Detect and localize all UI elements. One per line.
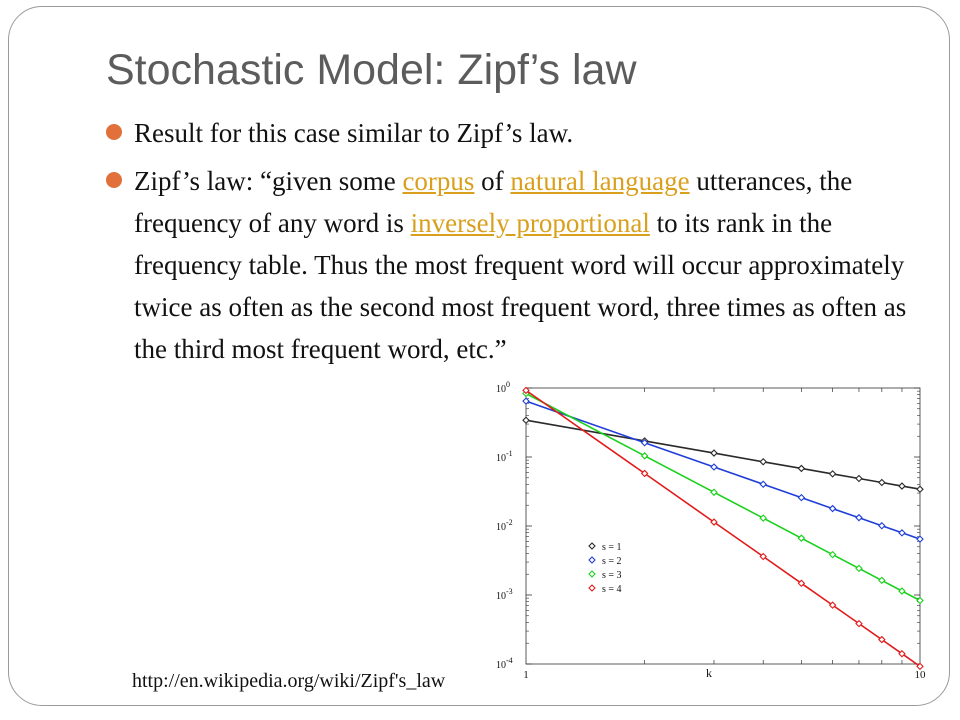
bullet-list bbox=[106, 112, 926, 370]
y-tick-exponent: -1 bbox=[506, 449, 513, 458]
y-tick-exponent: -2 bbox=[506, 518, 513, 527]
y-tick-exponent: -4 bbox=[506, 656, 513, 665]
legend-label-s4: s = 4 bbox=[602, 584, 622, 595]
definition-text-4: to its rank in the frequency table. Thus the most frequent word will occur approximately twice as often as the second most frequent word, three times as often as the third most frequent word, etc.” bbox=[134, 208, 907, 364]
y-tick-base: 10 bbox=[496, 660, 506, 671]
x-axis-label: k bbox=[706, 666, 712, 680]
chart-background bbox=[470, 368, 940, 692]
definition-text-2: of bbox=[474, 166, 511, 196]
source-url: http://en.wikipedia.org/wiki/Zipf's_law bbox=[132, 670, 446, 692]
bullet-item-zipf-definition bbox=[106, 160, 926, 370]
inversely-proportional-link[interactable]: inversely proportional bbox=[410, 208, 650, 238]
y-tick-base: 10 bbox=[496, 591, 506, 602]
y-tick-base: 10 bbox=[496, 522, 506, 533]
definition-text-1: Zipf’s law: “given some bbox=[134, 166, 403, 196]
bullet-dot-icon bbox=[106, 172, 122, 188]
definition-text-3: utterances, the frequency of any word is bbox=[134, 166, 853, 238]
bullet-dot-icon bbox=[106, 124, 122, 140]
legend-label-s1: s = 1 bbox=[602, 542, 622, 553]
y-tick-base: 10 bbox=[496, 453, 506, 464]
legend-label-s3: s = 3 bbox=[602, 570, 622, 581]
y-tick-base: 10 bbox=[496, 384, 506, 395]
legend-label-s2: s = 2 bbox=[602, 556, 622, 567]
corpus-link[interactable]: corpus bbox=[402, 166, 475, 196]
bullet-text: Result for this case similar to Zipf’s law. bbox=[134, 118, 574, 148]
natural-language-link[interactable]: natural language bbox=[510, 166, 690, 196]
bullet-item-result bbox=[106, 112, 926, 154]
slide-title: Stochastic Model: Zipf’s law bbox=[106, 46, 637, 94]
x-tick-label: 10 bbox=[914, 669, 926, 681]
x-tick-label: 1 bbox=[523, 669, 529, 681]
zipf-law-chart bbox=[470, 368, 940, 692]
y-tick-exponent: -3 bbox=[506, 587, 513, 596]
y-tick-exponent: 0 bbox=[506, 380, 510, 389]
